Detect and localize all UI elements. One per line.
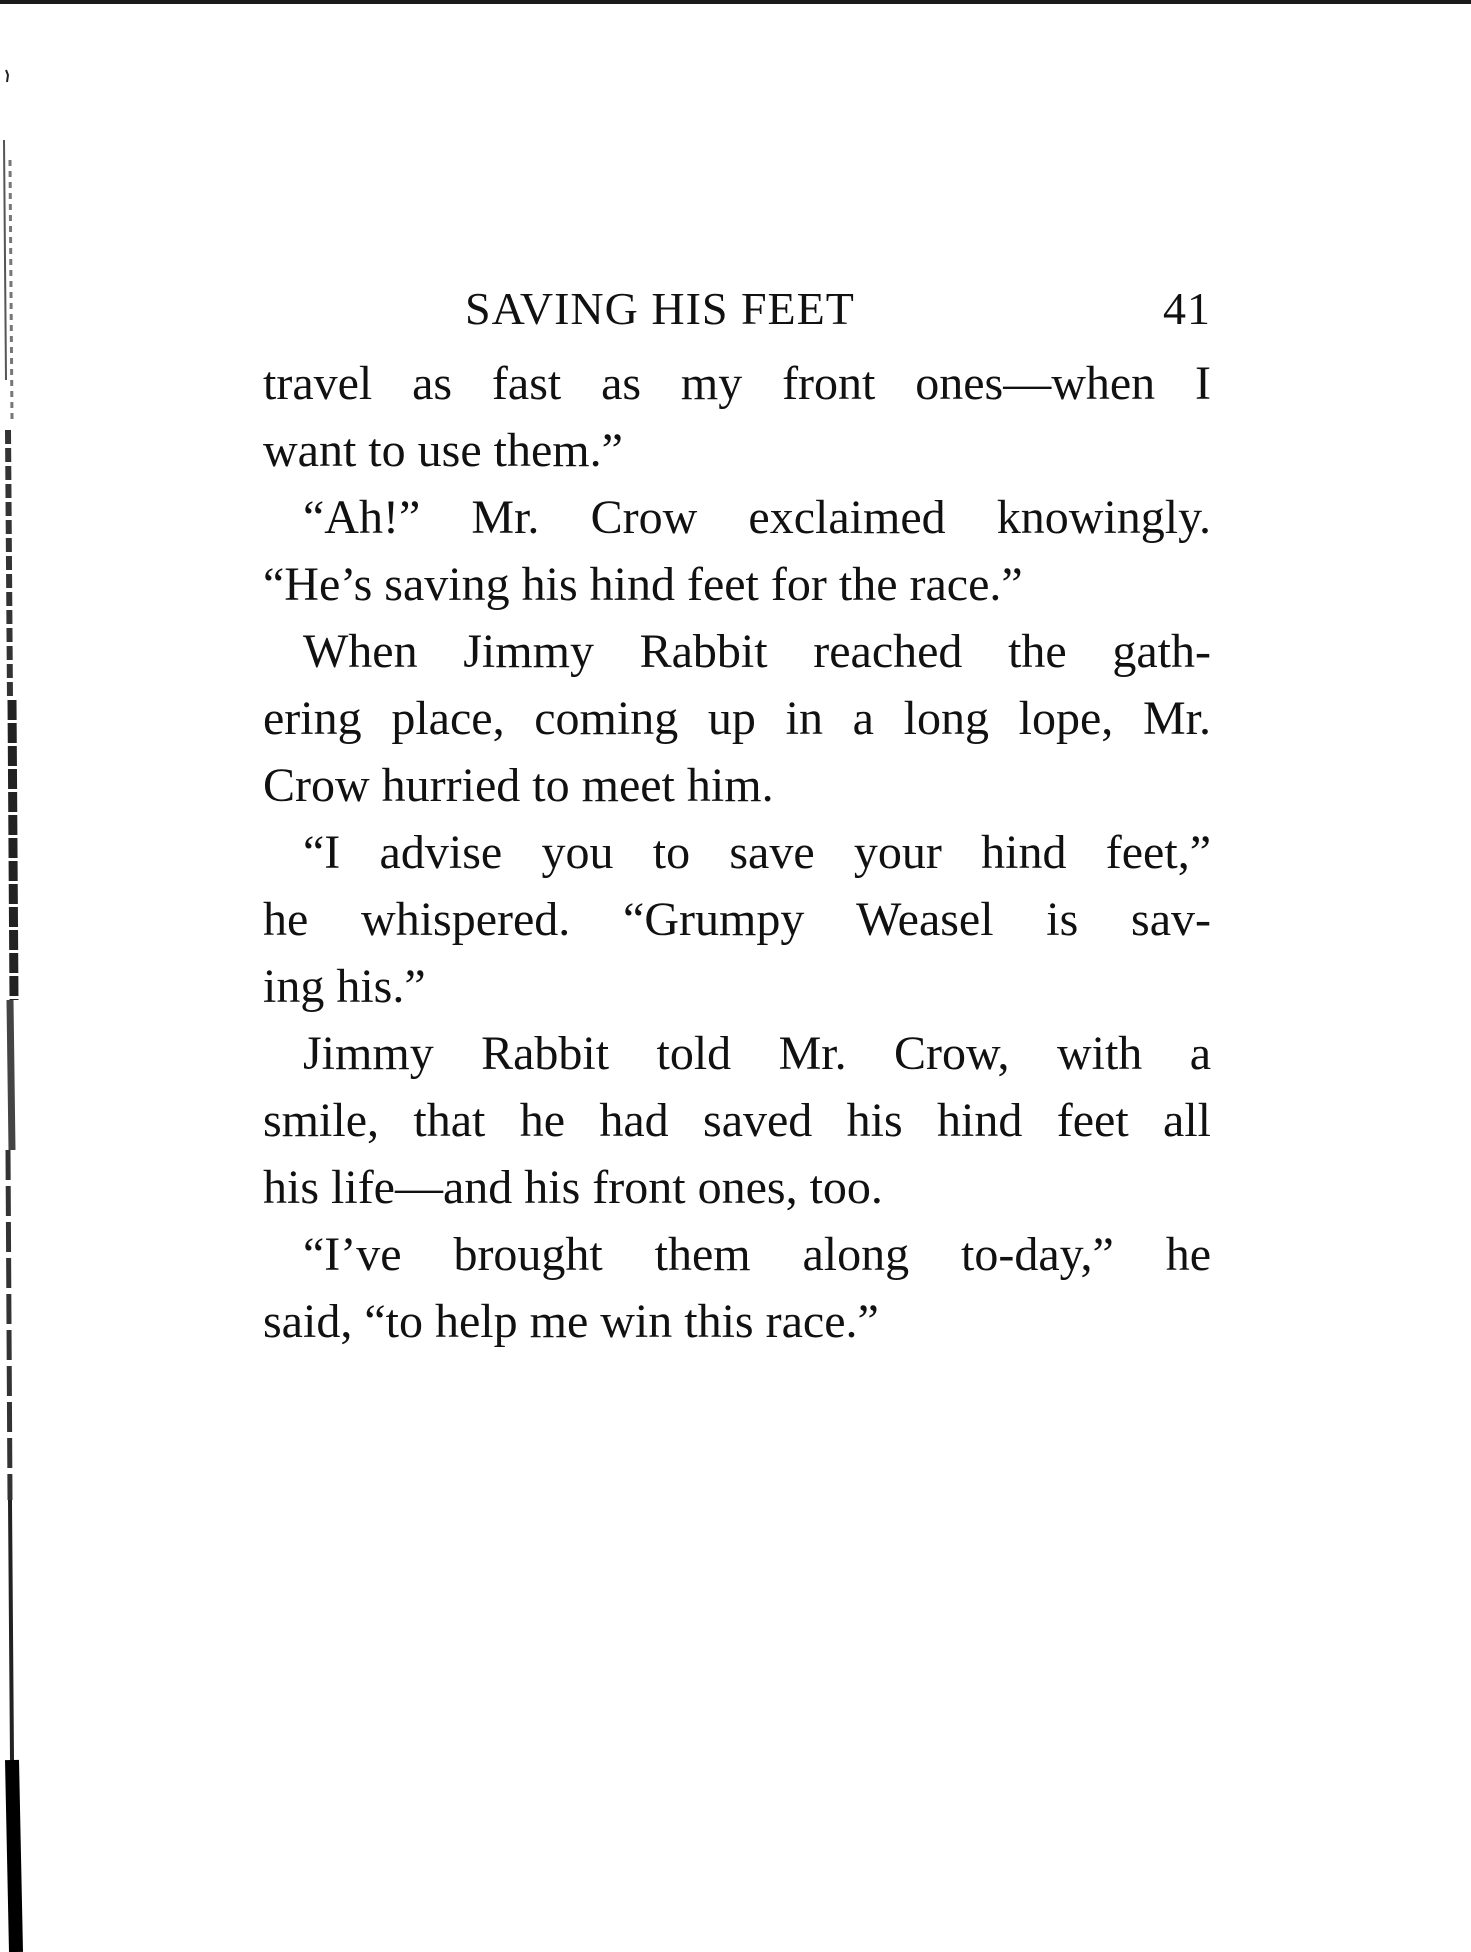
text-line: When Jimmy Rabbit reached the gath-	[303, 625, 1211, 678]
text-line: Crow hurried to meet him.	[263, 759, 774, 812]
paragraph-2	[263, 484, 1211, 618]
page-number: 41	[1163, 283, 1211, 334]
text-line: he whispered. “Grumpy Weasel is sav-	[263, 893, 1211, 946]
text-line: smile, that he had saved his hind feet all	[263, 1094, 1211, 1147]
text-line: ing his.”	[263, 960, 426, 1013]
text-line: want to use them.”	[263, 424, 623, 477]
scanned-binding-edge	[0, 0, 40, 1952]
paragraph-5	[263, 1020, 1211, 1221]
body-text	[263, 350, 1211, 1355]
paragraph-6	[263, 1221, 1211, 1355]
text-line: said, “to help me win this race.”	[263, 1295, 879, 1348]
top-edge-rule	[0, 0, 1471, 4]
text-line: “Ah!” Mr. Crow exclaimed knowingly.	[303, 491, 1211, 544]
paragraph-1	[263, 350, 1211, 484]
book-page	[263, 270, 1211, 1355]
running-head	[263, 270, 1211, 350]
text-line: ering place, coming up in a long lope, Mr.	[263, 692, 1211, 745]
paragraph-3	[263, 618, 1211, 819]
text-line: travel as fast as my front ones—when I	[263, 357, 1211, 410]
running-head-title: SAVING HIS FEET	[465, 283, 855, 334]
text-line: “He’s saving his hind feet for the race.”	[263, 558, 1023, 611]
paragraph-4	[263, 819, 1211, 1020]
text-line: “I’ve brought them along to-day,” he	[303, 1228, 1211, 1281]
text-line: “I advise you to save your hind feet,”	[303, 826, 1211, 879]
text-line: Jimmy Rabbit told Mr. Crow, with a	[303, 1027, 1211, 1080]
text-line: his life—and his front ones, too.	[263, 1161, 883, 1214]
